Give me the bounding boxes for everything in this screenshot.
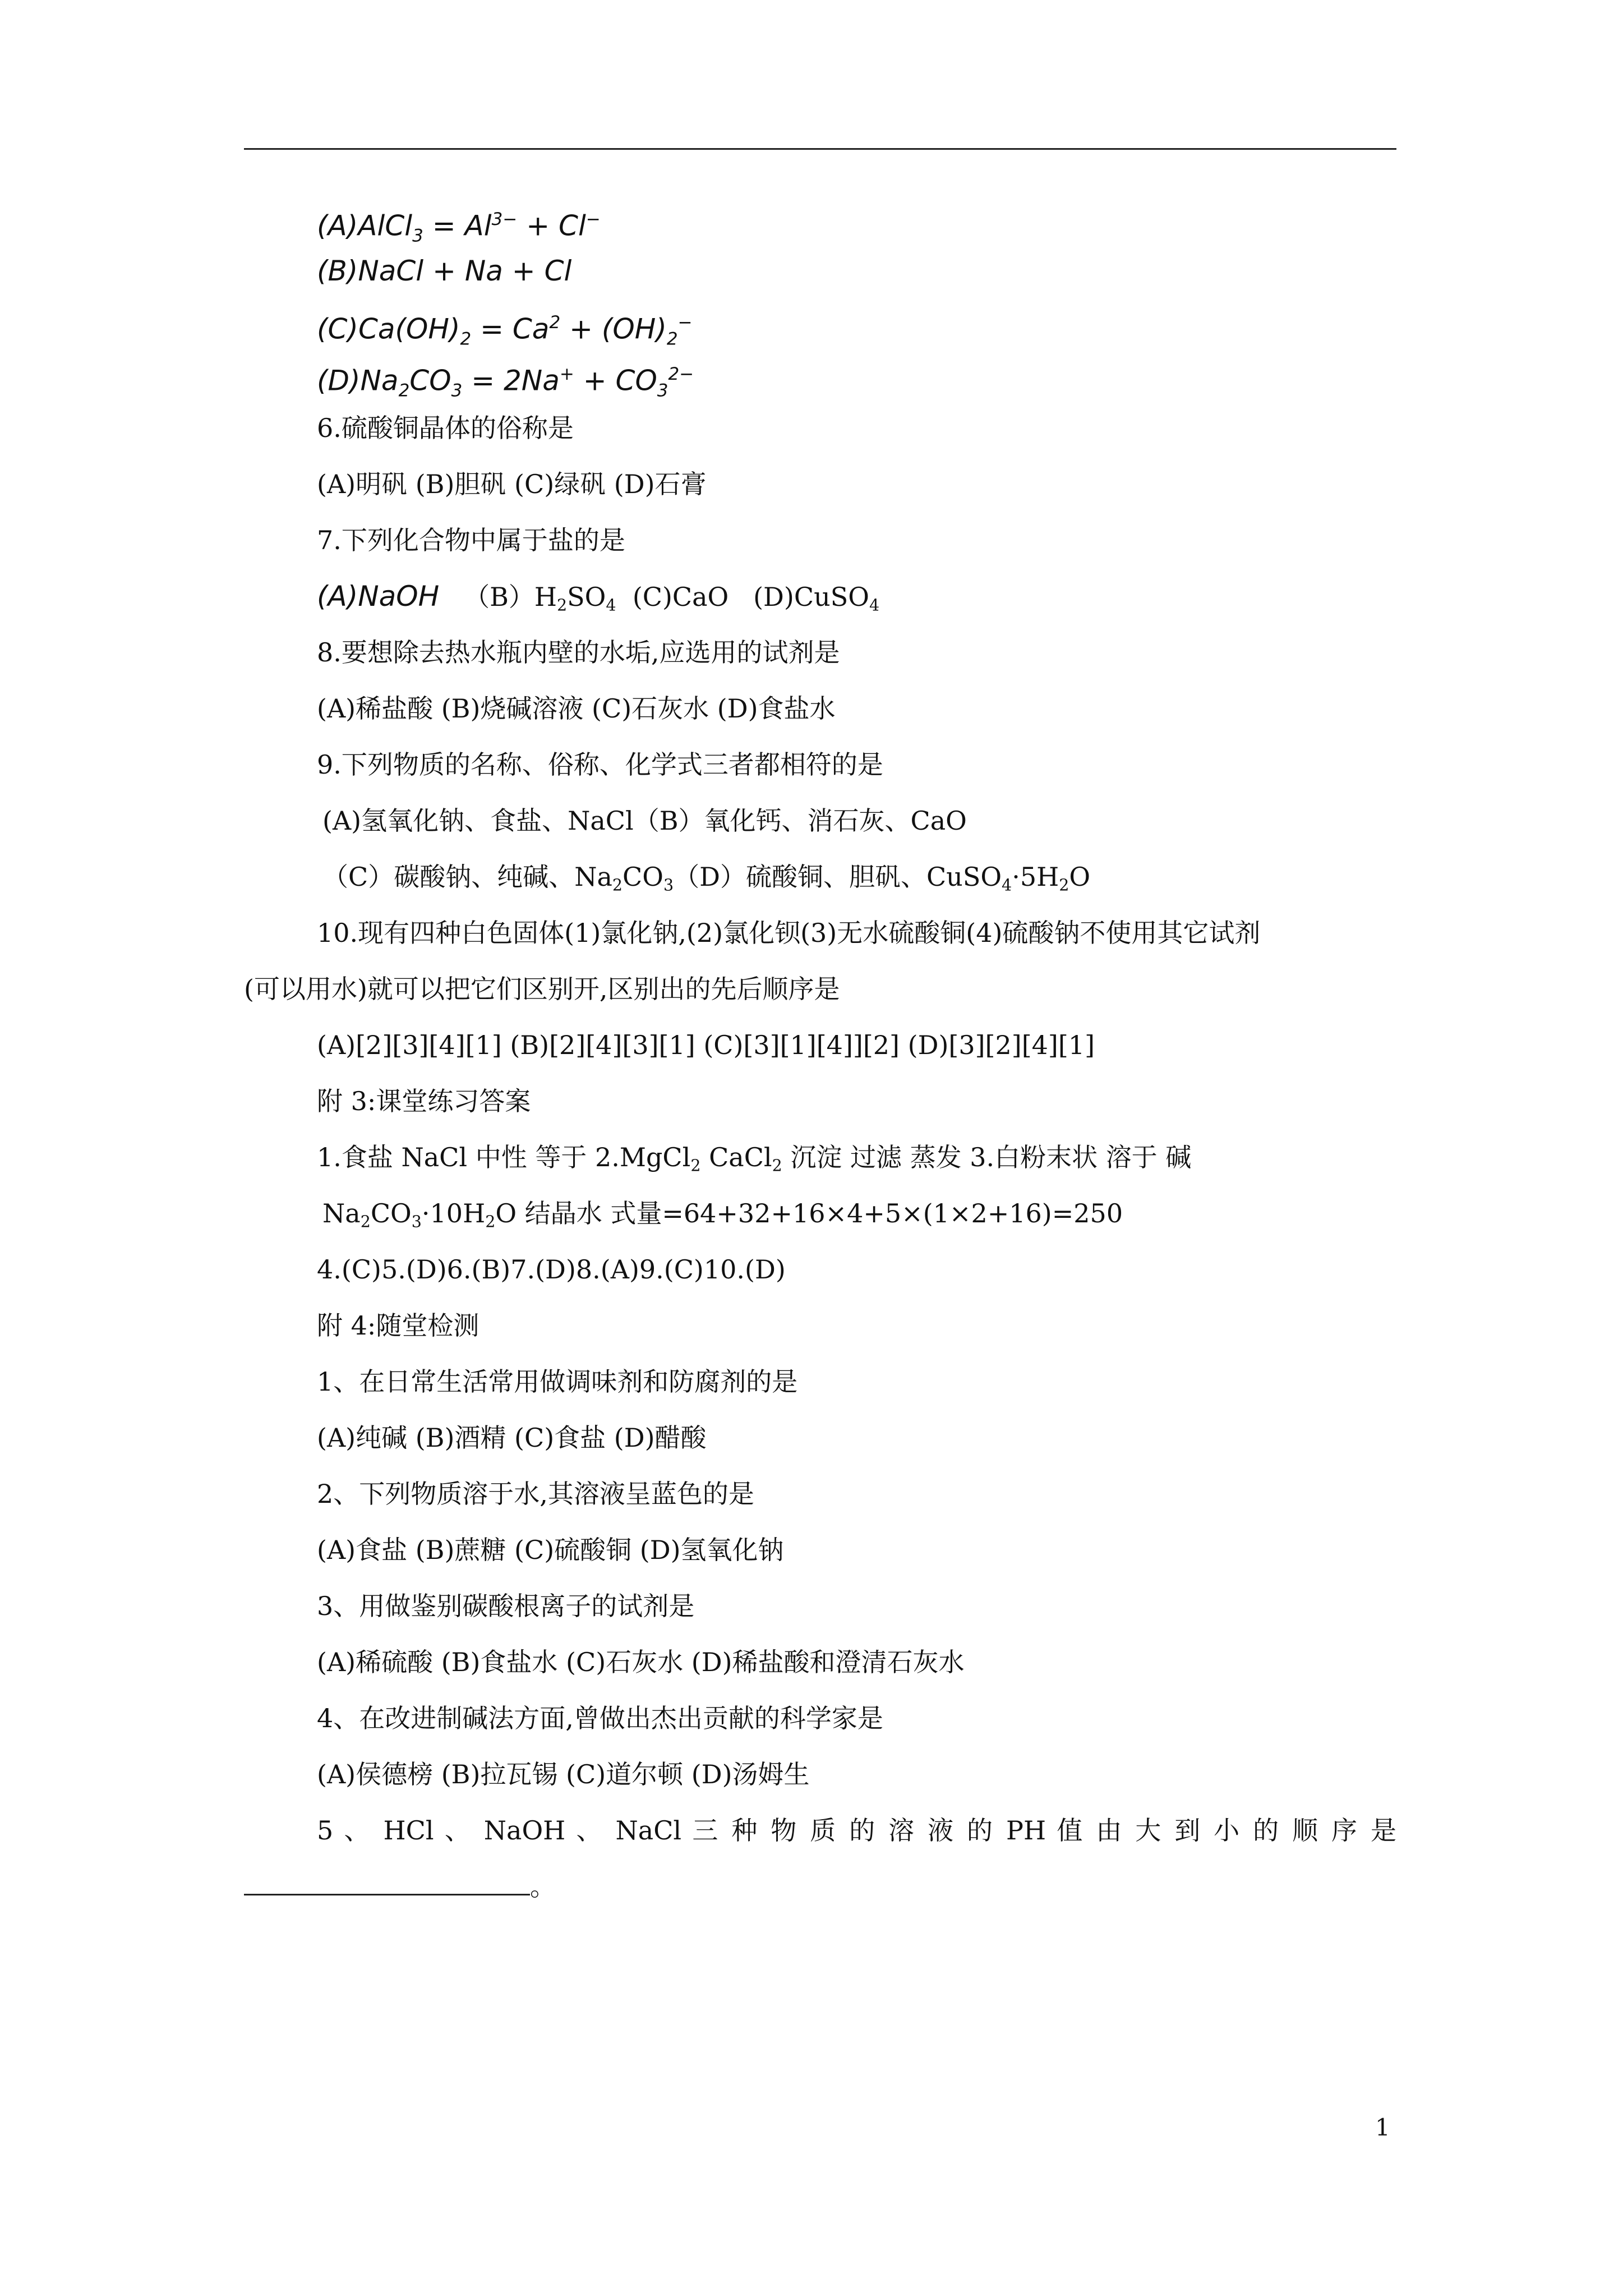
question-7-options: [244, 568, 1396, 624]
question-10-stem-line-1: 10.现有四种白色固体(1)氯化钠,(2)氯化钡(3)无水硫酸铜(4)硫酸钠不使用其它试剂: [317, 918, 1261, 948]
page-content: [244, 194, 1396, 1915]
check-question-3-stem: 3、用做鉴别碳酸根离子的试剂是: [317, 1591, 695, 1621]
question-10-options: (A)[2][3][4][1] (B)[2][4][3][1] (C)[3][1][4]][2] (D)[3][2][4][1]: [317, 1030, 1095, 1060]
question-6-stem: 6.硫酸铜晶体的俗称是: [317, 413, 574, 443]
check-question-2-options: (A)食盐 (B)蔗糖 (C)硫酸铜 (D)氢氧化钠: [317, 1535, 784, 1565]
check-question-1-options: (A)纯碱 (B)酒精 (C)食盐 (D)醋酸: [317, 1423, 707, 1453]
check-question-1-stem: 1、在日常生活常用做调味剂和防腐剂的是: [317, 1366, 798, 1397]
question-9-options-line-2: （C）碳酸钠、纯碱、$Na_2CO_3(D)$硫酸铜、胆矾、$CuSO_4\cdot 5H_2O$: [322, 862, 1091, 895]
equation-d: $(D)Na_2CO_3 = 2Na^+ + CO_3^{2-}$: [317, 364, 694, 401]
appendix-3-title: 附 3:课堂练习答案: [317, 1086, 531, 1116]
question-7-stem: 7.下列化合物中属于盐的是: [317, 525, 625, 555]
appendix-3-line-2: $Na_2CO_3\cdot 10H_2O$ 结晶水 式量=64+32+16×4+5×(1×2+16)=250: [322, 1198, 1123, 1231]
sentence-end: 。: [530, 1871, 556, 1902]
question-9-stem: 9.下列物质的名称、俗称、化学式三者都相符的是: [317, 749, 883, 780]
check-question-3-options: (A)稀硫酸 (B)食盐水 (C)石灰水 (D)稀盐酸和澄清石灰水: [317, 1647, 965, 1677]
question-9-options-line-1: (A)氢氧化钠、食盐、NaCl（B）氧化钙、消石灰、CaO: [322, 806, 967, 836]
option-d: (D)CuSO$_4$: [753, 582, 880, 615]
check-question-2-stem: 2、下列物质溶于水,其溶液呈蓝色的是: [317, 1479, 754, 1509]
appendix-3-line-3: 4.(C)5.(D)6.(B)7.(D)8.(A)9.(C)10.(D): [317, 1254, 786, 1285]
appendix-3-line-1: 1.食盐 NaCl 中性 等于 2.MgCl$_2$ CaCl$_2$ 沉淀 过滤 蒸发 3.白粉末状 溶于 碱: [317, 1142, 1192, 1175]
equation-c: $(C)Ca(OH)_2 = Ca^2 + (OH)_2^-$: [317, 312, 693, 349]
option-b: $(B)H_2SO_4$: [464, 582, 616, 615]
equation-b: (B)NaCl + Na + Cl: [317, 255, 572, 287]
question-6-options: (A)明矾 (B)胆矾 (C)绿矾 (D)石膏: [317, 469, 707, 499]
check-question-5-stem: 5 、 HCl 、 NaOH 、 NaCl 三 种 物 质 的 溶 液 的 PH 值 由 大 到 小 的 顺 序 是: [317, 1815, 1396, 1846]
appendix-4-title: 附 4:随堂检测: [317, 1310, 479, 1341]
answer-blank[interactable]: [244, 1860, 530, 1895]
question-10-stem-line-2: (可以用水)就可以把它们区别开,区别出的先后顺序是: [244, 974, 840, 1004]
check-question-4-options: (A)侯德榜 (B)拉瓦锡 (C)道尔顿 (D)汤姆生: [317, 1759, 810, 1789]
question-8-options: (A)稀盐酸 (B)烧碱溶液 (C)石灰水 (D)食盐水: [317, 693, 836, 724]
question-8-stem: 8.要想除去热水瓶内壁的水垢,应选用的试剂是: [317, 637, 840, 668]
page-number: 1: [1375, 2114, 1390, 2141]
option-c: (C)CaO: [632, 582, 729, 612]
equation-a: (A)AlCl$_3$ = $Al^{3-} + Cl^-$: [317, 209, 601, 246]
check-question-5-answer-line: [244, 1858, 1396, 1915]
option-a: (A)NaOH: [317, 580, 440, 613]
header-rule: [244, 148, 1396, 150]
check-question-4-stem: 4、在改进制碱法方面,曾做出杰出贡献的科学家是: [317, 1703, 883, 1733]
